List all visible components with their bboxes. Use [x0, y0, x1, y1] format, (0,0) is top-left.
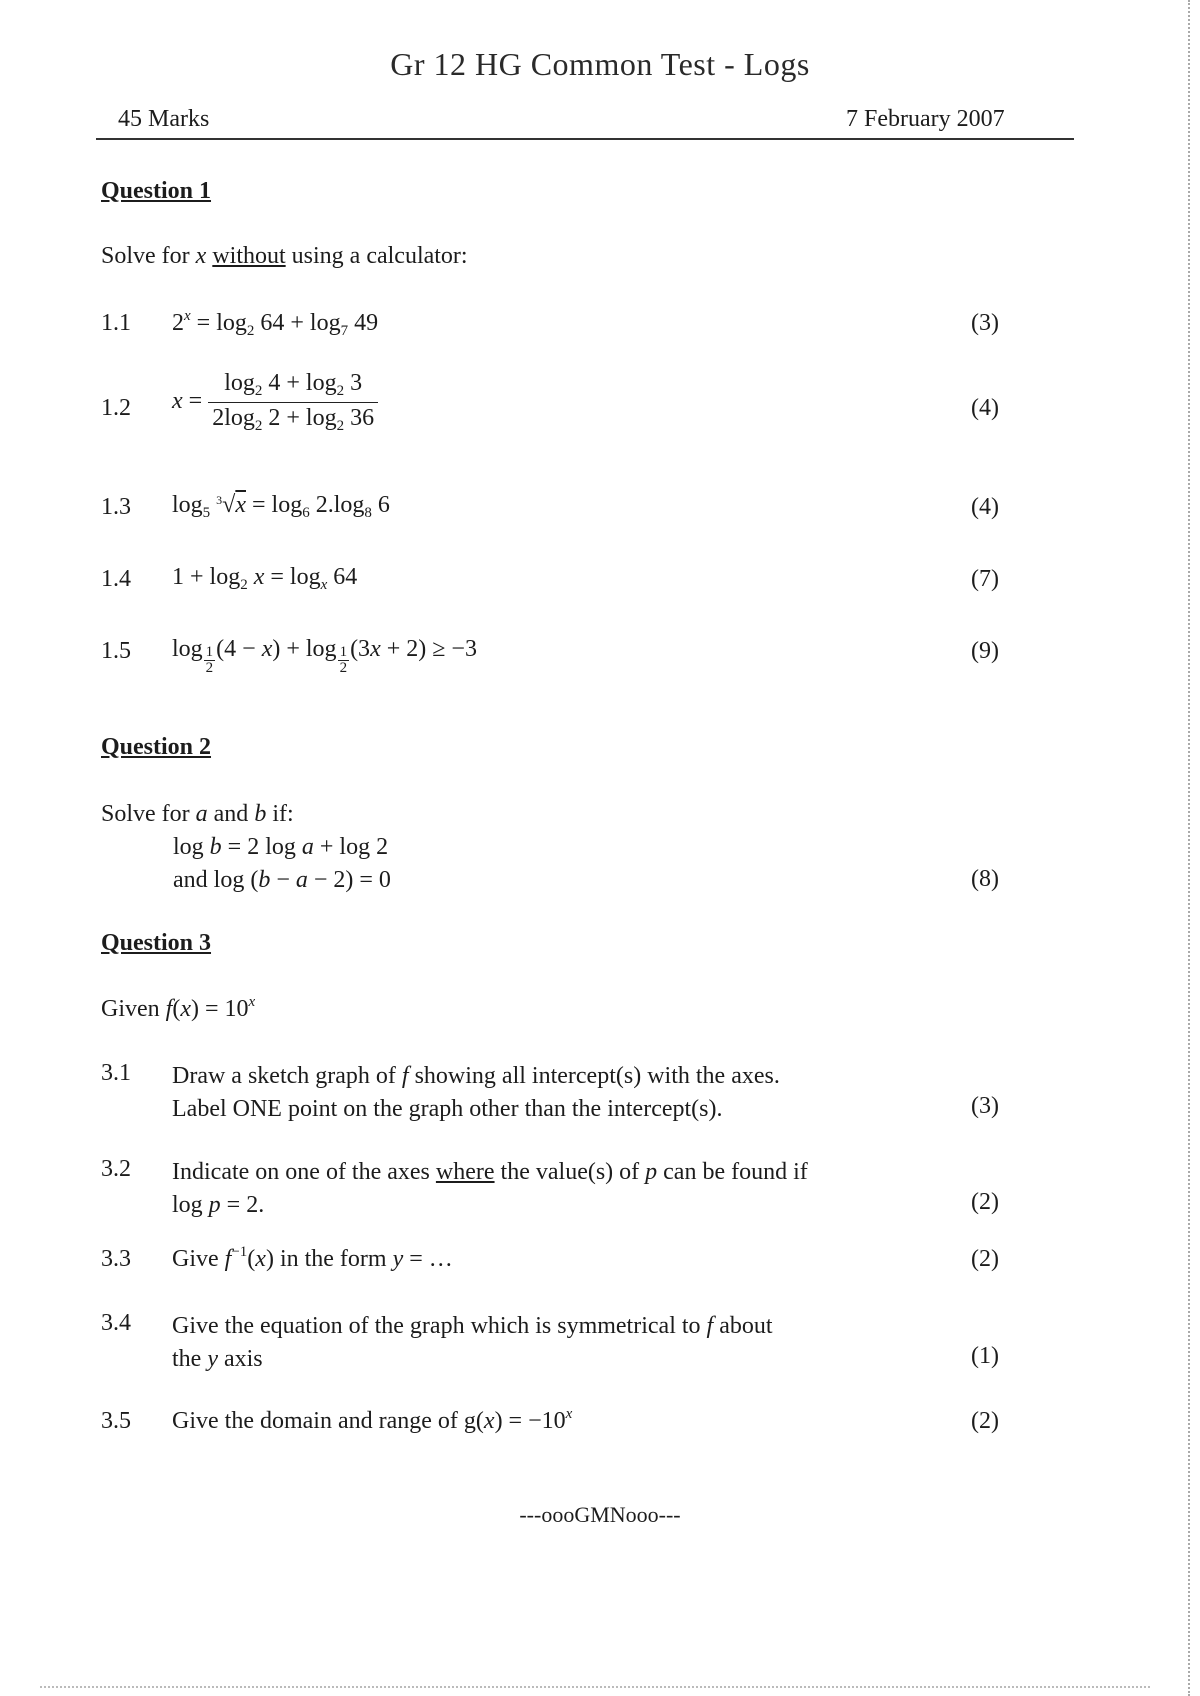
item-1-5-marks: (9)	[971, 638, 999, 664]
question-2-marks: (8)	[971, 866, 999, 892]
header-rule	[96, 138, 1074, 140]
item-3-4-marks: (1)	[971, 1343, 999, 1369]
item-3-3-text: Give $f^{-1}(x)$ in the form y = …	[172, 1244, 453, 1272]
item-1-2-number: 1.2	[101, 395, 131, 421]
item-1-1-equation: $2^x = \log_2 64 + \log_7 49$	[172, 308, 379, 339]
question-2-heading: Question 2	[101, 734, 212, 760]
item-3-5-text: Give the domain and range of $g(x) = -10^x$	[172, 1406, 573, 1434]
item-1-5-number: 1.5	[101, 638, 131, 664]
question-2-body: Solve for a and b if: log b = 2 log a + log 2 and log (b − a − 2) = 0	[101, 801, 391, 893]
page-title: Gr 12 HG Common Test - Logs	[390, 46, 810, 82]
item-3-3-number: 3.3	[101, 1246, 131, 1272]
item-3-3-marks: (2)	[971, 1246, 999, 1272]
item-3-2-marks: (2)	[971, 1189, 999, 1215]
item-3-4-text: Give the equation of the graph which is symmetrical to f about the y axis	[172, 1313, 773, 1372]
item-1-5-inequality: log $\frac{1}{2}$ (4 − x) + log $\frac{1}{2}$ (3x + 2) ≥ −3	[172, 636, 477, 676]
total-marks: 45 Marks	[118, 106, 210, 132]
question-1-heading: Question 1	[101, 178, 212, 204]
item-1-2-marks: (4)	[971, 395, 999, 421]
item-1-1-number: 1.1	[101, 310, 131, 336]
item-3-5-number: 3.5	[101, 1408, 131, 1434]
item-3-1-text: Draw a sketch graph of f showing all intercept(s) with the axes. Label ONE point on the graph other than the intercept(s).	[172, 1063, 780, 1122]
item-1-1-marks: (3)	[971, 310, 999, 336]
item-1-4-marks: (7)	[971, 566, 999, 592]
scan-bottom-edge	[40, 1686, 1150, 1688]
item-3-5-marks: (2)	[971, 1408, 999, 1434]
footer-text: ---oooGMNooo---	[519, 1502, 681, 1527]
item-1-2-equation: x = $\frac{\log_2 4 + \log_2 3}{2\log_2 2 + \log_2 36}$	[172, 370, 378, 435]
question-1-instruction: Solve for x without using a calculator:	[101, 243, 468, 269]
item-1-3-equation: $\log_5 ^3√x = \log_6 2.\log_8$ 6	[172, 492, 390, 521]
question-3-heading: Question 3	[101, 930, 212, 956]
item-3-1-marks: (3)	[971, 1093, 999, 1119]
scan-edge	[1188, 0, 1192, 1696]
item-1-3-number: 1.3	[101, 494, 131, 520]
test-date: 7 February 2007	[846, 106, 1005, 132]
question-3-given: Given $f(x) = 10^x$	[101, 994, 256, 1022]
item-3-1-number: 3.1	[101, 1060, 131, 1086]
item-1-4-number: 1.4	[101, 566, 131, 592]
item-3-4-number: 3.4	[101, 1310, 131, 1336]
item-1-4-equation: $1 + \log_2 x = \log_x 64$	[172, 564, 358, 593]
item-3-2-number: 3.2	[101, 1156, 131, 1182]
item-3-2-text: Indicate on one of the axes where the value(s) of p can be found if log p = 2.	[172, 1159, 808, 1218]
item-1-3-marks: (4)	[971, 494, 999, 520]
